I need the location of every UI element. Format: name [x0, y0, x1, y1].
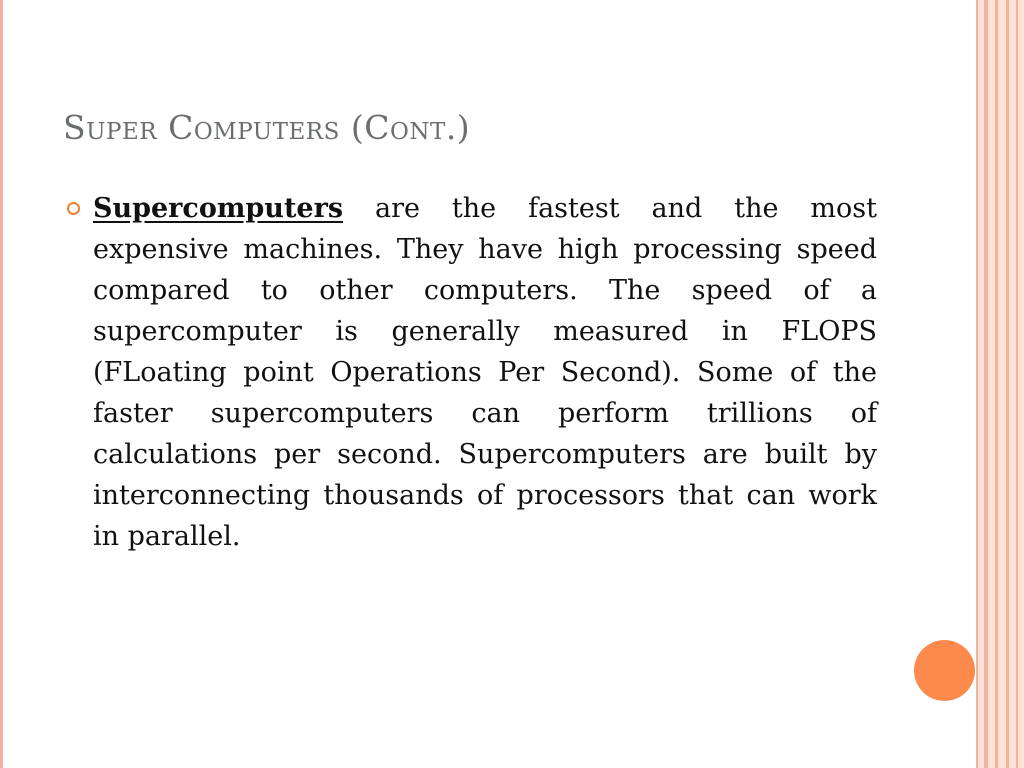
bullet-term: Supercomputers — [93, 193, 344, 224]
decorative-stripe — [1006, 0, 1009, 768]
bullet-paragraph — [93, 188, 877, 557]
bullet-ring-icon — [67, 202, 80, 215]
decorative-stripe — [984, 0, 988, 768]
decorative-stripe — [1016, 0, 1018, 768]
slide-title: Super Computers (Cont.) — [63, 108, 471, 147]
decorative-stripe — [995, 0, 998, 768]
left-border-line — [0, 0, 3, 768]
bullet-text: are the fastest and the most expensive machines. They have high processing speed compared to other computers. The speed of a supercomputer is generally measured in FLOPS (FLoating point Operations Per Second). Some of the faster supercomputers can perform trillions of calculations per second. Supercomputers are built by interconnecting thousands of processors that can work in parallel. — [93, 193, 877, 552]
decorative-stripe — [976, 0, 978, 768]
decorative-circle — [914, 640, 975, 701]
